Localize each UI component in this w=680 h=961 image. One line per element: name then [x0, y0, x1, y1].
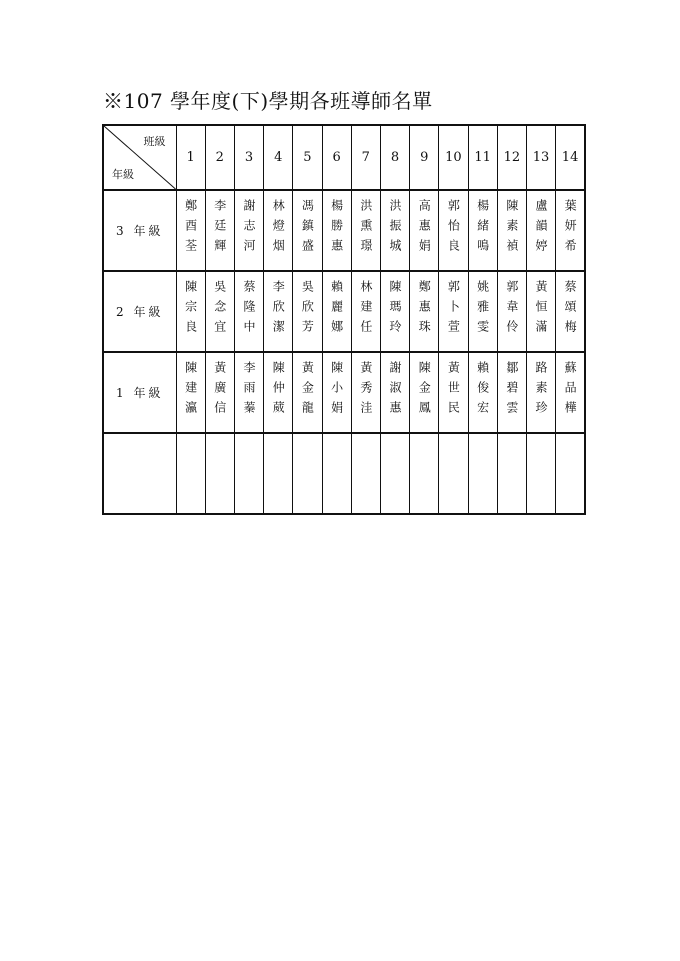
teacher-cell — [205, 190, 234, 271]
teacher-cell — [526, 433, 555, 514]
teacher-cell — [176, 271, 205, 352]
teacher-cell — [293, 190, 322, 271]
teacher-name: 黃世民 — [446, 360, 461, 421]
teacher-name: 蔡隆中 — [242, 279, 256, 340]
teacher-name: 林燈烟 — [271, 198, 286, 259]
teacher-cell — [293, 433, 322, 514]
teacher-name: 謝志河 — [242, 198, 256, 259]
teacher-cell — [556, 352, 585, 433]
teacher-name: 陳宗良 — [183, 279, 198, 340]
teacher-cell — [264, 190, 293, 271]
teacher-name: 蘇品樺 — [563, 360, 578, 421]
teacher-cell — [234, 352, 263, 433]
teacher-name: 陳小娟 — [329, 360, 344, 421]
class-number-header: 9 — [410, 125, 439, 190]
class-number-header: 10 — [439, 125, 468, 190]
teacher-cell — [234, 190, 263, 271]
teacher-cell — [468, 190, 497, 271]
corner-header-cell — [103, 125, 176, 190]
teacher-name: 陳素禎 — [504, 198, 519, 259]
teacher-cell — [234, 271, 263, 352]
teacher-cell — [322, 190, 351, 271]
teacher-name: 黃廣信 — [212, 360, 227, 421]
teacher-name: 鄭酉荃 — [183, 198, 198, 259]
teacher-name: 鄒碧雲 — [504, 360, 519, 421]
teacher-cell — [526, 352, 555, 433]
teacher-name: 謝淑惠 — [388, 360, 403, 421]
teacher-name: 郭韋伶 — [504, 279, 519, 340]
teacher-cell — [264, 433, 293, 514]
teacher-cell — [205, 433, 234, 514]
grade-label-cell: 3 年級 — [103, 190, 176, 271]
teacher-name: 陳建瀛 — [183, 360, 198, 421]
teacher-name: 陳金鳳 — [417, 360, 432, 421]
teacher-name: 吳念宜 — [212, 279, 227, 340]
teacher-cell — [264, 352, 293, 433]
teacher-name: 郭卜萱 — [446, 279, 461, 340]
class-number-header: 4 — [264, 125, 293, 190]
teacher-name: 陳仲葳 — [271, 360, 286, 421]
teacher-cell — [468, 433, 497, 514]
teacher-cell — [526, 190, 555, 271]
homeroom-teacher-table — [102, 124, 586, 515]
class-number-header: 3 — [234, 125, 263, 190]
teacher-cell — [351, 433, 380, 514]
class-number-header: 11 — [468, 125, 497, 190]
class-number-header: 12 — [497, 125, 526, 190]
teacher-name: 盧韻婷 — [534, 198, 549, 259]
teacher-cell — [176, 190, 205, 271]
teacher-cell — [380, 433, 409, 514]
grade-label-cell — [103, 433, 176, 514]
teacher-cell — [556, 433, 585, 514]
teacher-cell — [293, 352, 322, 433]
teacher-cell — [439, 352, 468, 433]
teacher-cell — [497, 352, 526, 433]
teacher-name: 林建任 — [358, 279, 373, 340]
class-header-row — [103, 125, 585, 190]
teacher-cell — [264, 271, 293, 352]
teacher-cell — [526, 271, 555, 352]
teacher-cell — [410, 352, 439, 433]
teacher-cell — [322, 271, 351, 352]
teacher-cell — [497, 271, 526, 352]
teacher-name: 賴麗娜 — [329, 279, 344, 340]
grade-row — [103, 271, 585, 352]
grade-label-cell: 2 年級 — [103, 271, 176, 352]
class-number-header: 14 — [556, 125, 585, 190]
teacher-cell — [322, 352, 351, 433]
teacher-name: 鄭惠珠 — [417, 279, 432, 340]
teacher-name: 黃恒滿 — [534, 279, 549, 340]
teacher-cell — [351, 352, 380, 433]
teacher-cell — [556, 190, 585, 271]
teacher-cell — [468, 271, 497, 352]
teacher-name: 高惠娟 — [417, 198, 432, 259]
teacher-cell — [205, 352, 234, 433]
teacher-cell — [176, 433, 205, 514]
class-number-header: 13 — [526, 125, 555, 190]
teacher-name: 葉妍希 — [563, 198, 578, 259]
grade-row — [103, 190, 585, 271]
class-number-header: 2 — [205, 125, 234, 190]
teacher-name: 蔡頌梅 — [563, 279, 578, 340]
teacher-name: 馮鎮盛 — [300, 198, 315, 259]
class-number-header: 6 — [322, 125, 351, 190]
teacher-cell — [497, 433, 526, 514]
grade-row — [103, 433, 585, 514]
teacher-name: 李雨蓁 — [242, 360, 256, 421]
teacher-cell — [380, 190, 409, 271]
class-number-header: 7 — [351, 125, 380, 190]
teacher-name: 洪熏璟 — [358, 198, 373, 259]
teacher-name: 賴俊宏 — [475, 360, 490, 421]
class-number-header: 1 — [176, 125, 205, 190]
teacher-cell — [380, 352, 409, 433]
grade-axis-label: 年級 — [112, 168, 134, 181]
teacher-cell — [351, 271, 380, 352]
teacher-cell — [176, 352, 205, 433]
teacher-cell — [322, 433, 351, 514]
teacher-name: 楊勝惠 — [329, 198, 344, 259]
teacher-cell — [556, 271, 585, 352]
teacher-cell — [497, 190, 526, 271]
teacher-cell — [439, 271, 468, 352]
teacher-name: 楊緒鳴 — [475, 198, 490, 259]
teacher-name: 黃秀洼 — [358, 360, 373, 421]
teacher-name: 洪振城 — [388, 198, 403, 259]
teacher-name: 黃金龍 — [300, 360, 315, 421]
teacher-name: 李欣潔 — [271, 279, 286, 340]
teacher-name: 李廷輝 — [212, 198, 227, 259]
grade-row — [103, 352, 585, 433]
teacher-name: 吳欣芳 — [300, 279, 315, 340]
teacher-cell — [439, 190, 468, 271]
teacher-name: 郭怡良 — [446, 198, 461, 259]
class-axis-label: 班級 — [143, 135, 166, 148]
class-number-header: 8 — [380, 125, 409, 190]
teacher-cell — [468, 352, 497, 433]
teacher-name: 路素珍 — [534, 360, 549, 421]
document-title: ※107 學年度(下)學期各班導師名單 — [103, 89, 433, 113]
teacher-cell — [205, 271, 234, 352]
teacher-cell — [293, 271, 322, 352]
teacher-cell — [439, 433, 468, 514]
teacher-name: 陳瑪玲 — [388, 279, 403, 340]
teacher-cell — [380, 271, 409, 352]
teacher-name: 姚雅雯 — [475, 279, 490, 340]
teacher-cell — [410, 271, 439, 352]
teacher-cell — [410, 433, 439, 514]
teacher-cell — [351, 190, 380, 271]
class-number-header: 5 — [293, 125, 322, 190]
teacher-cell — [234, 433, 263, 514]
teacher-cell — [410, 190, 439, 271]
grade-label-cell: 1 年級 — [103, 352, 176, 433]
